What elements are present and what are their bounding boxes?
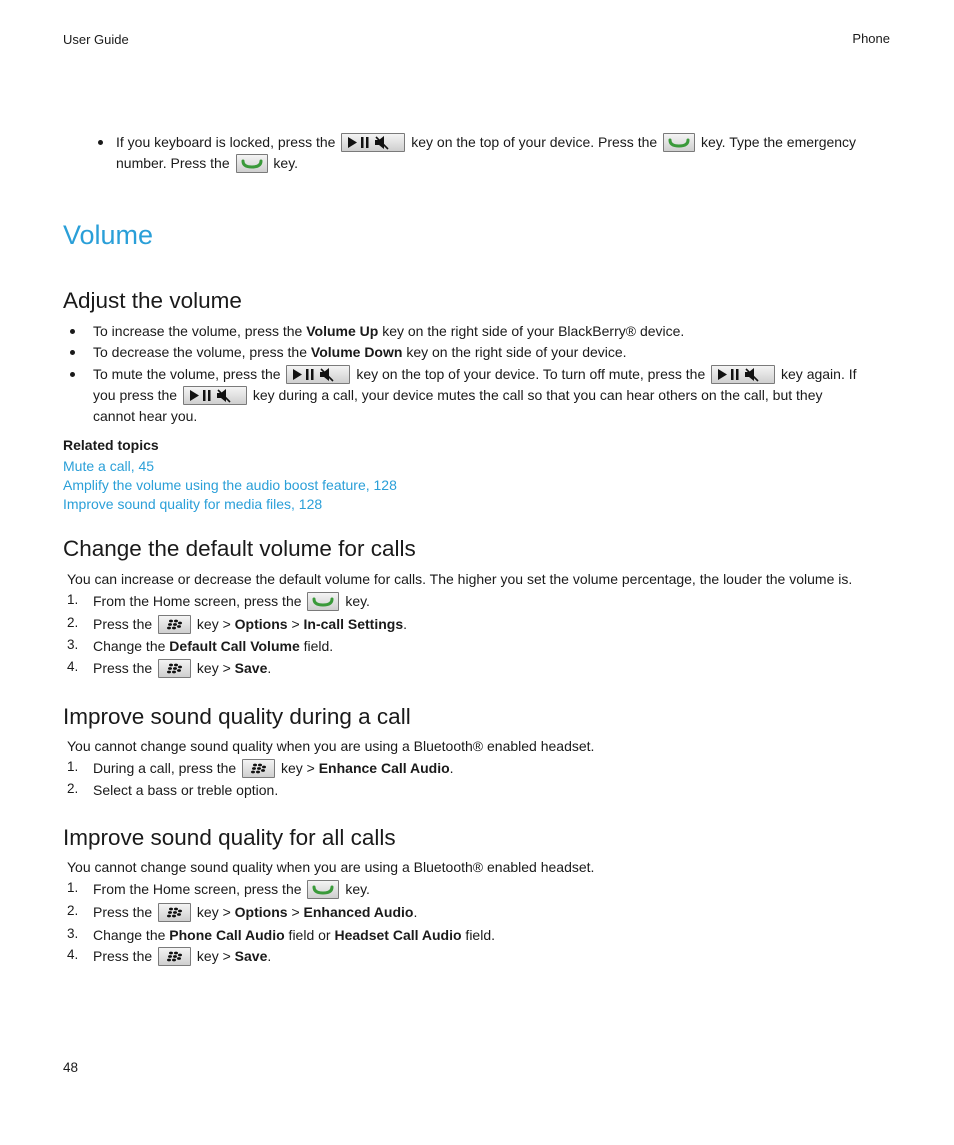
step-1 (93, 758, 454, 779)
send-call-key-icon (307, 880, 339, 899)
menu-item: Options (234, 616, 288, 632)
intro-bullet-line2 (116, 153, 298, 174)
send-call-key-icon (236, 154, 268, 173)
intro-bullet-line1 (116, 132, 856, 153)
text: From the Home screen, press the (93, 593, 302, 609)
step-4 (93, 946, 271, 967)
text: > (287, 616, 304, 632)
text: . (267, 948, 272, 964)
menu-item: Options (234, 904, 288, 920)
step-number: 2. (67, 903, 79, 918)
text: Change the (93, 638, 170, 654)
text: key on the right side of your device. (402, 344, 627, 360)
related-link-mute-call[interactable]: Mute a call, 45 (63, 458, 155, 474)
text: . (267, 660, 272, 676)
page-number: 48 (63, 1060, 79, 1075)
play-pause-mute-key-icon (341, 133, 405, 152)
related-topics-title: Related topics (63, 437, 159, 453)
text: To mute the volume, press the (93, 366, 281, 382)
menu-item: Enhanced Audio (303, 904, 414, 920)
step-number: 3. (67, 637, 79, 652)
text: From the Home screen, press the (93, 881, 302, 897)
step-number: 1. (67, 880, 79, 895)
related-link-media-quality[interactable]: Improve sound quality for media files, 128 (63, 496, 323, 512)
related-link-audio-boost[interactable]: Amplify the volume using the audio boost feature, 128 (63, 477, 397, 493)
step-number: 1. (67, 592, 79, 607)
section-heading-all-calls: Improve sound quality for all calls (63, 825, 396, 850)
play-pause-mute-key-icon (711, 365, 775, 384)
step-4 (93, 658, 271, 679)
text: key on the top of your device. Press the (411, 134, 658, 150)
key-name: Volume Down (310, 344, 403, 360)
text: field or (284, 927, 335, 943)
bullet-mute-line3: cannot hear you. (93, 408, 198, 424)
page-title: Volume (63, 220, 154, 250)
text: key during a call, your device mutes the call so that you can hear others on the call, but they (252, 387, 823, 403)
blackberry-menu-key-icon (158, 659, 191, 678)
text: . (403, 616, 407, 632)
blackberry-menu-key-icon (158, 947, 191, 966)
text: key > (280, 760, 319, 776)
text: key again. If (781, 366, 857, 382)
send-call-key-icon (307, 592, 339, 611)
text: > (287, 904, 304, 920)
text: Press the (93, 948, 153, 964)
step-number: 2. (67, 615, 79, 630)
step-1 (93, 591, 370, 612)
running-header-right: Phone (852, 31, 890, 46)
text: key. (273, 155, 299, 171)
blackberry-menu-key-icon (158, 615, 191, 634)
section-intro: You cannot change sound quality when you are using a Bluetooth® enabled headset. (67, 738, 595, 754)
text: Press the (93, 660, 153, 676)
text: field. (461, 927, 496, 943)
section-heading-default-volume: Change the default volume for calls (63, 536, 416, 561)
blackberry-menu-key-icon (158, 903, 191, 922)
section-heading-during-call: Improve sound quality during a call (63, 704, 411, 729)
blackberry-menu-key-icon (242, 759, 275, 778)
menu-item: Save (234, 948, 268, 964)
text: key on the right side of your BlackBerry® device. (378, 323, 685, 339)
bullet-dot (70, 350, 75, 355)
section-intro: You cannot change sound quality when you are using a Bluetooth® enabled headset. (67, 859, 595, 875)
play-pause-mute-key-icon (183, 386, 247, 405)
text: key > (196, 660, 235, 676)
text: key. (345, 593, 370, 609)
bullet-volume-up (93, 321, 684, 342)
bullet-mute-line1 (93, 364, 857, 385)
text: you press the (93, 387, 178, 403)
text: key. Type the emergency (700, 134, 857, 150)
section-heading-adjust-volume: Adjust the volume (63, 288, 242, 313)
text: . (449, 760, 454, 776)
bullet-dot (70, 329, 75, 334)
related-topics-list (63, 457, 397, 514)
text: key > (196, 948, 235, 964)
bullet-volume-down (93, 342, 627, 363)
text: Press the (93, 904, 153, 920)
step-3 (93, 925, 495, 946)
field-name: Phone Call Audio (169, 927, 285, 943)
step-2: Select a bass or treble option. (93, 782, 279, 798)
menu-item: Save (234, 660, 268, 676)
text: Change the (93, 927, 170, 943)
step-1 (93, 879, 370, 900)
text: key > (196, 616, 235, 632)
text: To decrease the volume, press the (93, 344, 311, 360)
menu-item: Enhance Call Audio (318, 760, 450, 776)
step-3 (93, 636, 333, 657)
text: number. Press the (116, 155, 230, 171)
text: key. (345, 881, 370, 897)
step-number: 4. (67, 947, 79, 962)
running-header-left: User Guide (63, 32, 129, 47)
section-intro: You can increase or decrease the default volume for calls. The higher you set the volume percentage, the louder the volume is. (67, 571, 853, 587)
menu-item: In-call Settings (303, 616, 404, 632)
text: If you keyboard is locked, press the (116, 134, 336, 150)
step-2 (93, 614, 407, 635)
step-2 (93, 902, 417, 923)
field-name: Headset Call Audio (334, 927, 462, 943)
bullet-mute-line2 (93, 385, 823, 406)
step-number: 3. (67, 926, 79, 941)
text: . (413, 904, 418, 920)
bullet-dot (70, 372, 75, 377)
field-name: Default Call Volume (169, 638, 300, 654)
step-number: 4. (67, 659, 79, 674)
text: To increase the volume, press the (93, 323, 307, 339)
bullet-dot (98, 140, 103, 145)
step-number: 1. (67, 759, 79, 774)
text: Press the (93, 616, 153, 632)
text: field. (299, 638, 334, 654)
text: key on the top of your device. To turn off mute, press the (356, 366, 706, 382)
key-name: Volume Up (306, 323, 379, 339)
step-number: 2. (67, 781, 79, 796)
text: key > (196, 904, 235, 920)
play-pause-mute-key-icon (286, 365, 350, 384)
send-call-key-icon (663, 133, 695, 152)
text: During a call, press the (93, 760, 237, 776)
